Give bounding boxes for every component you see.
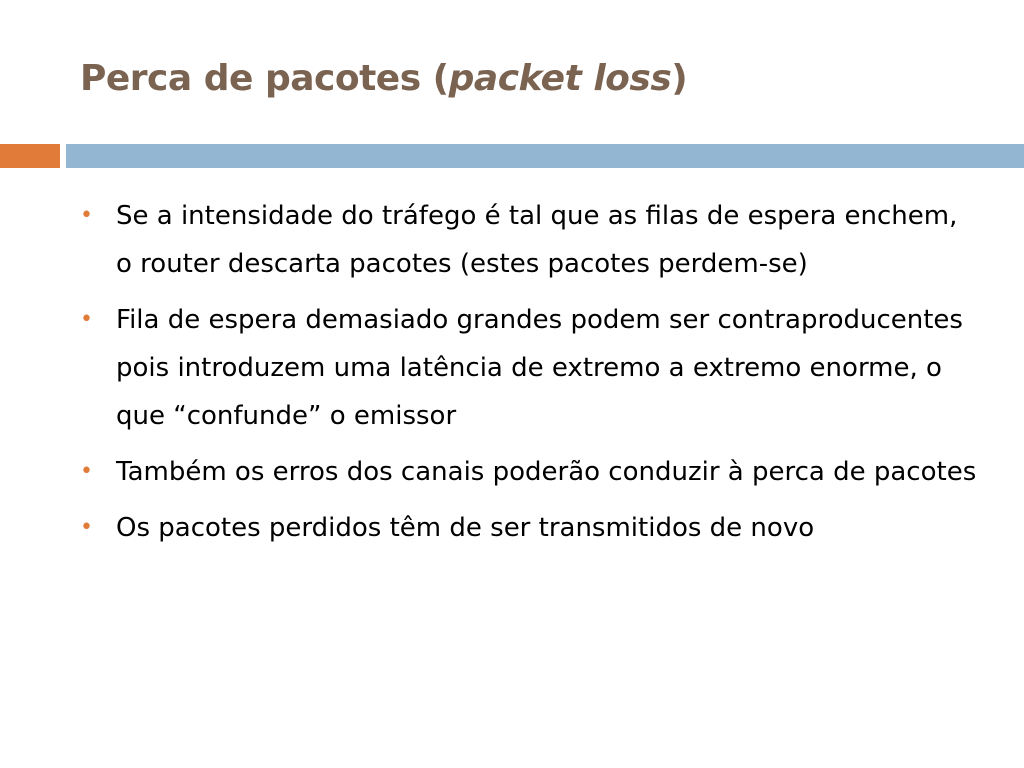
slide-title-emphasis: packet loss (448, 58, 672, 99)
accent-bar-blue (66, 144, 1024, 168)
bullet-text: Os pacotes perdidos têm de ser transmitidos de novo (116, 513, 815, 543)
bullet-item (80, 504, 980, 552)
slide-title-close: ) (671, 58, 688, 99)
slide-title (80, 58, 687, 99)
bullet-text: Também os erros dos canais poderão conduzir à perca de pacotes (116, 457, 977, 487)
bullet-item (80, 448, 980, 496)
bullet-text: Se a intensidade do tráfego é tal que as filas de espera enchem, o router descarta pacotes (estes pacotes perdem-se) (116, 201, 958, 279)
bullet-item (80, 192, 980, 288)
bullet-icon: • (80, 307, 93, 332)
bullet-item (80, 296, 980, 440)
bullet-icon: • (80, 203, 93, 228)
bullet-icon: • (80, 459, 93, 484)
bullet-text: Fila de espera demasiado grandes podem ser contraproducentes pois introduzem uma latência de extremo a extremo enorme, o que “confunde” o emissor (116, 305, 963, 431)
accent-bar-orange (0, 144, 60, 168)
bullet-icon: • (80, 515, 93, 540)
bullet-list (80, 192, 980, 560)
slide-title-main: Perca de pacotes ( (80, 58, 449, 99)
